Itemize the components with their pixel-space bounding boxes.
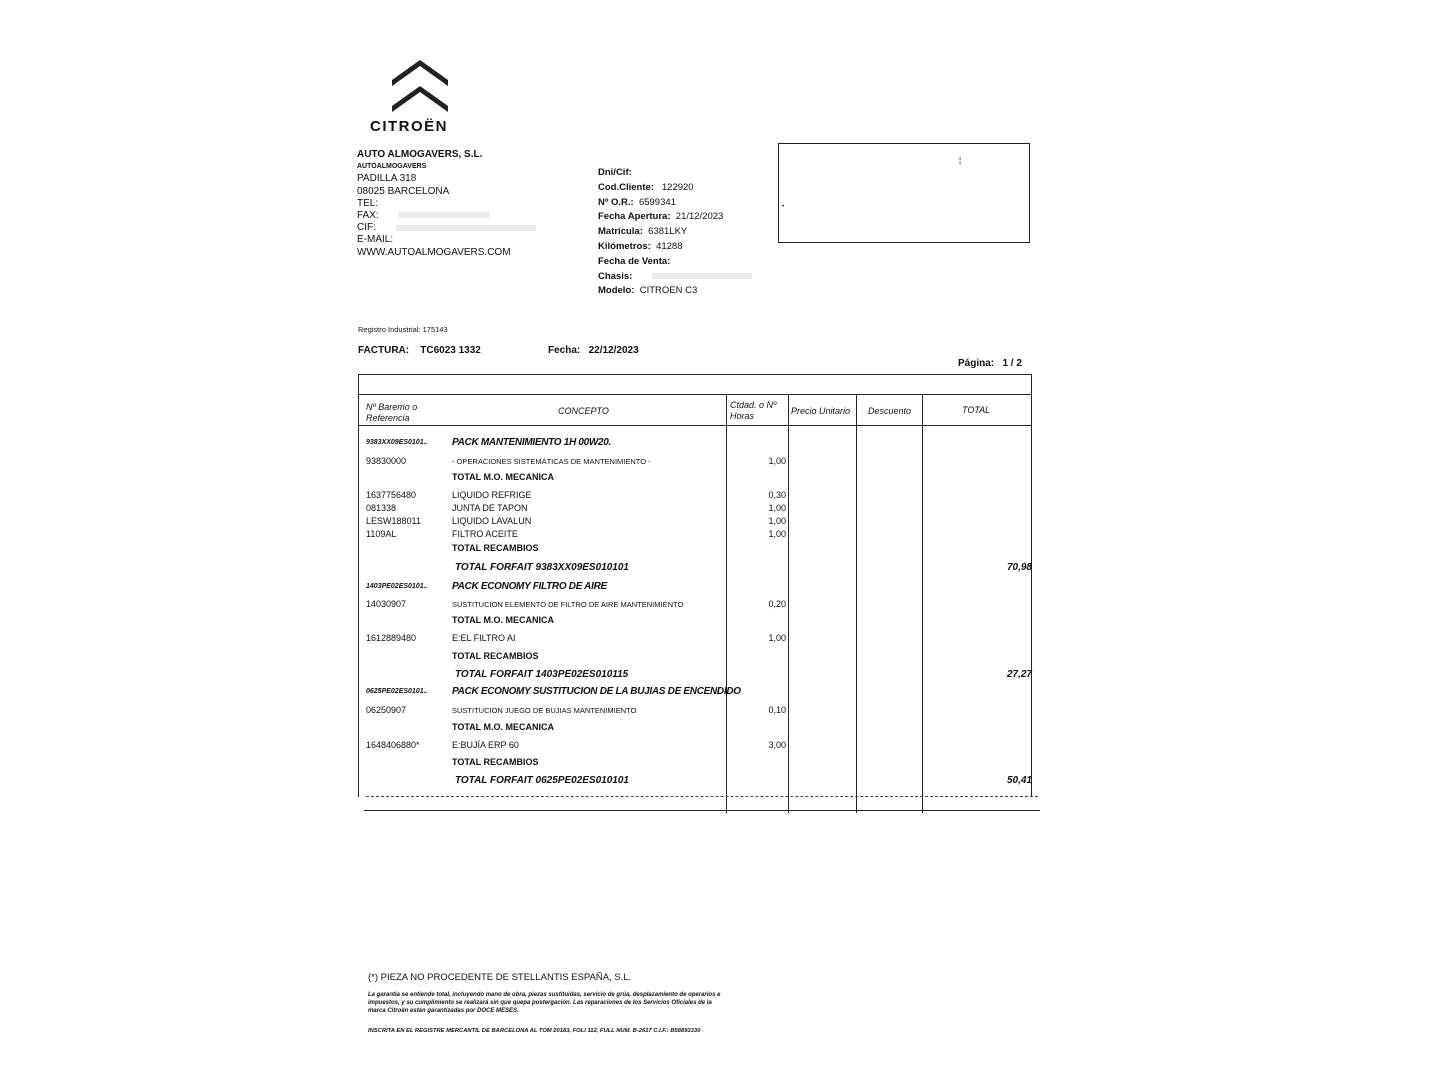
or-value: 6599341 (638, 196, 676, 208)
row-concepto: TOTAL M.O. MECANICA (452, 472, 554, 482)
row-cantidad: 0,20 (768, 599, 786, 609)
footer-guarantee: La garantía se entiende total, incluyendo mano de obra, piezas sustituidas, servicio de grúa, desplazamiento de operarios e impuestos, y su cumplimiento se realizará sin que quepa postergación. Las reparaciones de los Servicios Oficiales de la marca Citroën están garantizadas por DOCE MESES. (368, 992, 721, 1014)
column-divider (788, 395, 789, 813)
row-reference: 93830000 (366, 456, 407, 466)
chasis-label: Chasis: (598, 270, 633, 282)
company-subname: AUTOALMOGAVERS (357, 163, 427, 171)
email-label: E-MAIL: (357, 234, 394, 246)
factura-value: TC6023 1332 (420, 345, 481, 356)
cod-cliente-value: 122920 (661, 181, 694, 193)
cif-label: CIF: (357, 222, 376, 234)
factura-label: FACTURA: (358, 345, 410, 356)
dni-label: Dni/Cif: (598, 167, 632, 178)
row-reference: 1648406880* (366, 740, 420, 750)
header-concepto: CONCEPTO (558, 406, 609, 416)
table-divider (358, 425, 1032, 426)
company-info (357, 149, 536, 259)
table-divider (358, 394, 1032, 395)
footer-note: (*) PIEZA NO PROCEDENTE DE STELLANTIS ESPAÑA, S.L. (368, 972, 632, 983)
row-reference: 0625PE02ES0101.. (366, 688, 428, 695)
company-city: 08025 BARCELONA (357, 185, 450, 197)
row-reference: 06250907 (366, 705, 407, 715)
fecha-apertura-value: 21/12/2023 (675, 211, 724, 223)
row-cantidad: 3,00 (768, 740, 786, 750)
header-descuento: Descuento (868, 406, 912, 416)
row-concepto: TOTAL RECAMBIOS (452, 757, 539, 767)
row-concepto: PACK MANTENIMIENTO 1H 00W20. (452, 437, 612, 448)
matricula-value: 6381LKY (648, 226, 688, 238)
row-concepto: JUNTA DE TAPON (452, 503, 528, 513)
fecha-value: 22/12/2023 (588, 345, 639, 356)
factura-number (358, 345, 481, 356)
row-reference: 1637756480 (366, 490, 417, 500)
row-concepto: SUSTITUCION ELEMENTO DE FILTRO DE AIRE MANTENIMIENTO (452, 600, 684, 609)
row-concepto: TOTAL RECAMBIOS (452, 651, 539, 661)
row-reference: 1109AL (366, 529, 397, 539)
modelo-value: CITROEN C3 (639, 285, 698, 297)
row-concepto: LIQUIDO LAVALUN (452, 516, 532, 526)
row-cantidad: 0,30 (768, 490, 786, 500)
redacted-fax (399, 212, 489, 218)
column-divider (922, 395, 923, 813)
row-reference: 14030907 (366, 599, 407, 609)
row-concepto: LIQUIDO REFRIGE (452, 490, 532, 500)
row-cantidad: 1,00 (768, 516, 786, 526)
column-divider (726, 395, 727, 813)
row-concepto: TOTAL M.O. MECANICA (452, 615, 554, 625)
row-cantidad: 1,00 (768, 633, 786, 643)
brand-name: CITROËN (370, 118, 448, 135)
invoice-date (548, 345, 639, 356)
redacted-chasis (652, 273, 752, 279)
row-cantidad: 0,10 (768, 705, 786, 715)
table-bottom-line (364, 810, 1040, 811)
row-total: 50,41 (1006, 775, 1032, 786)
row-concepto: SUSTITUCION JUEGO DE BUJIAS MANTENIMIENTO (452, 706, 637, 715)
modelo-label: Modelo: (598, 285, 635, 297)
client-info (598, 166, 752, 299)
row-reference: LESW188011 (366, 516, 421, 526)
page-number (958, 358, 1022, 369)
cod-cliente-label: Cod.Cliente: (598, 181, 654, 193)
footer-registry: INSCRITA EN EL REGISTRE MERCANTIL DE BARCELONA AL TOM 20183, FOLI 112, FULL NUM. B-2617 C.I.F.: B58893330 (368, 1028, 701, 1034)
row-reference: 9383XX09ES0101.. (366, 439, 428, 446)
row-cantidad: 1,00 (768, 529, 786, 539)
dashed-separator (366, 796, 1038, 797)
redacted-cif (396, 225, 536, 231)
mark: ¦ (959, 156, 962, 165)
citroen-chevrons-logo (388, 60, 452, 116)
fax-label: FAX: (357, 210, 379, 222)
or-label: Nº O.R.: (598, 196, 634, 208)
fecha-apertura-label: Fecha Apertura: (598, 211, 671, 223)
row-concepto: PACK ECONOMY SUSTITUCION DE LA BUJIAS DE ENCENDIDO (452, 686, 741, 697)
registro-industrial: Registro Industrial: 175143 (358, 325, 448, 334)
pagina-label: Página: (958, 358, 995, 369)
row-concepto: PACK ECONOMY FILTRO DE AIRE (452, 581, 607, 592)
row-total: 70,98 (1006, 562, 1032, 573)
row-concepto: - OPERACIONES SISTEMÁTICAS DE MANTENIMIENTO - (452, 457, 651, 466)
row-reference: 1612889480 (366, 633, 417, 643)
mark: • (782, 204, 785, 210)
kilometros-value: 41288 (656, 240, 683, 252)
client-address-box (778, 143, 1030, 243)
header-precio-unitario: Precio Unitario (791, 406, 851, 416)
header-ref: Nº Baremo o Referencia (366, 402, 418, 423)
row-total: 27,27 (1006, 669, 1032, 680)
company-address: PADILLA 318 (357, 173, 417, 185)
fecha-label: Fecha: (548, 345, 581, 356)
company-web: WWW.AUTOALMOGAVERS.COM (357, 246, 511, 258)
header-cantidad: Ctdad. o Nº Horas (730, 400, 777, 421)
row-cantidad: 1,00 (768, 456, 786, 466)
row-reference: 081338 (366, 503, 397, 513)
row-reference: 1403PE02ES0101.. (366, 583, 428, 590)
row-concepto: E:EL FILTRO AI (452, 633, 516, 643)
row-concepto: TOTAL FORFAIT 1403PE02ES010115 (455, 669, 629, 680)
header-total: TOTAL (962, 405, 991, 415)
pagina-value: 1 / 2 (1002, 358, 1022, 369)
row-concepto: TOTAL RECAMBIOS (452, 543, 539, 553)
matricula-label: Matrícula: (598, 226, 643, 238)
row-concepto: FILTRO ACEITE (452, 529, 518, 539)
tel-label: TEL: (357, 197, 379, 209)
fecha-venta-label: Fecha de Venta: (598, 255, 671, 267)
row-cantidad: 1,00 (768, 503, 786, 513)
row-concepto: TOTAL FORFAIT 9383XX09ES010101 (455, 562, 629, 573)
column-divider (856, 395, 857, 813)
row-concepto: TOTAL M.O. MECANICA (452, 722, 554, 732)
kilometros-label: Kilómetros: (598, 240, 651, 252)
company-name: AUTO ALMOGAVERS, S.L. (357, 149, 483, 160)
row-concepto: TOTAL FORFAIT 0625PE02ES010101 (455, 775, 629, 786)
row-concepto: E:BUJÍA ERP 60 (452, 740, 519, 750)
